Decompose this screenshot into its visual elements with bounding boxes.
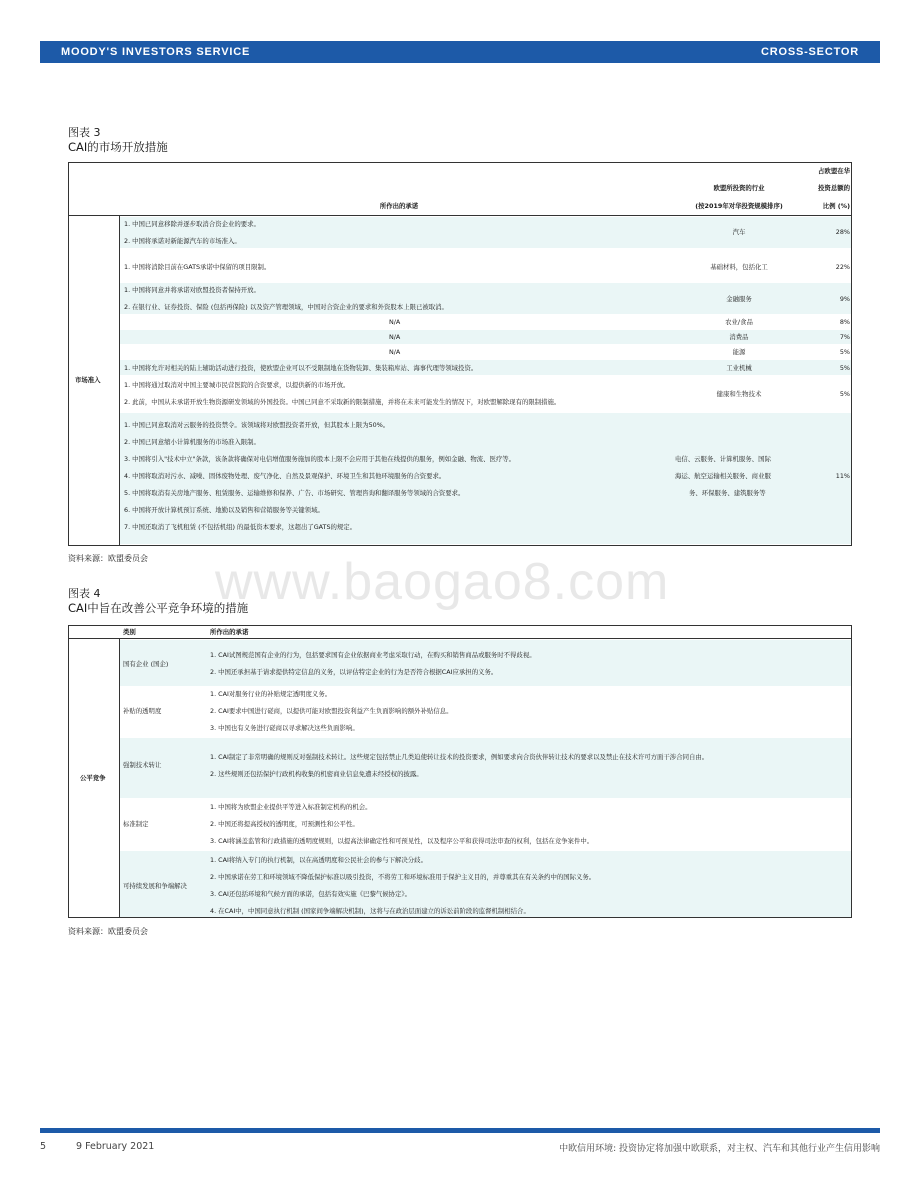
commitment-text: 2. 中国将承诺对新能源汽车的市场准入。 (124, 237, 241, 245)
share-cell: 28% (835, 228, 850, 236)
section-label: CROSS-SECTOR (760, 46, 859, 58)
commitment-text: 1. 中国已同意移除并逐步取消合资企业的要求。 (124, 220, 260, 228)
commitment-text: 1. CAI试图规范国有企业的行为，包括要求国有企业依据商业考虑采取行动，在购买和销售商品或服务时不得歧视。 (210, 651, 536, 659)
industry-cell: 健康和生物技术 (716, 390, 762, 398)
figure3-title: CAI的市场开放措施 (68, 140, 168, 154)
category-fair-competition: 公平竞争 (80, 774, 106, 782)
commitment-text: 2. 中国还承担基于请求提供特定信息的义务，以评估特定企业的行为是否符合根据CAI应承担的义务。 (210, 668, 498, 676)
figure3-label: 图表 3 (68, 126, 101, 139)
category-cell: 国有企业 (国企) (123, 660, 169, 668)
footer-date: 9 February 2021 (76, 1141, 155, 1152)
commitment-text: 2. 在银行业、证券投资、保险 (包括再保险) 以及资产管理领域，中国对合资企业的要求和外资股本上限已被取消。 (124, 303, 448, 311)
commitment-text: 5. 中国将取消有关房地产服务、租赁服务、运输维修和保养、广告、市场研究、管理咨询和翻译服务等领域的合资要求。 (124, 489, 465, 497)
commitment-text: 2. 中国还将提高授权的透明度，可预测性和公平性。 (210, 820, 359, 828)
share-cell: 5% (839, 364, 850, 372)
header-industry-1: 欧盟所投资的行业 (713, 184, 765, 192)
industry-cell: 基础材料，包括化工 (710, 263, 768, 271)
commitment-text: 6. 中国将开放计算机预订系统、地勤以及销售和营销服务等关键领域。 (124, 506, 324, 514)
industry-cell: 汽车 (732, 228, 746, 236)
commitment-text: 2. 此前，中国从未承诺开放生物资源研发领域的外国投资。中国已同意不采取新的限制措施，并将在未来可能发生的情况下，对欧盟解除现有的限制措施。 (124, 398, 561, 406)
figure4-table (68, 625, 852, 918)
industry-cell: 金融服务 (726, 295, 752, 303)
commitment-text: 1. CAI对服务行业的补贴规定透明度义务。 (210, 690, 332, 698)
commitment-text: N/A (389, 333, 401, 341)
commitment-text: 7. 中国还取消了飞机租赁 (不包括机组) 的最低资本要求，这超出了GATS的规定。 (124, 523, 357, 531)
figure4-title: CAI中旨在改善公平竞争环境的措施 (68, 601, 249, 615)
table-row (120, 640, 851, 686)
share-cell: 22% (835, 263, 850, 271)
table-row (120, 738, 851, 798)
share-cell: 8% (839, 318, 850, 326)
industry-cell: 农业/食品 (725, 318, 753, 326)
industry-cell: 务、环保服务、建筑服务等 (689, 489, 766, 497)
share-cell: 7% (839, 333, 850, 341)
commitment-text: 3. 中国也有义务进行磋商以寻求解决这些负面影响。 (210, 724, 359, 732)
commitment-text: N/A (389, 318, 401, 326)
industry-cell: 消费品 (729, 333, 749, 341)
category-cell: 可持续发展和争端解决 (123, 882, 187, 890)
category-market-access: 市场准入 (75, 376, 101, 384)
share-cell: 11% (835, 472, 850, 480)
header-industry-2: (按2019年对华投资规模排序) (695, 202, 783, 210)
commitment-text: N/A (389, 348, 401, 356)
industry-cell: 电信、云服务、计算机服务、国际 (675, 455, 771, 463)
figure3-table (68, 162, 852, 546)
category-cell: 标准制定 (123, 820, 149, 828)
industry-cell: 能源 (732, 348, 746, 356)
header-share-1: 占欧盟在华 (818, 167, 850, 175)
commitment-text: 1. 中国将消除目前在GATS承诺中保留的项目限制。 (124, 263, 271, 271)
share-cell: 5% (839, 390, 850, 398)
header-share-2: 投资总额的 (818, 184, 850, 192)
commitment-text: 3. CAI还包括环境和气候方面的承诺，包括有效实施《巴黎气候协定》。 (210, 890, 411, 898)
commitment-text: 4. 在CAI中，中国同意执行机制 (国家间争端解决机制)，这将与在政治层面建立的诉讼前阶段的监督机制相结合。 (210, 907, 530, 915)
watermark: www.baogao8.com (215, 553, 670, 611)
commitment-text: 3. CAI将涵盖监管和行政措施的透明度规则，以提高法律确定性和可预见性，以及程序公平和获得司法审查的权利，包括在竞争案件中。 (210, 837, 594, 845)
commitment-text: 2. 中国承诺在劳工和环境领域不降低保护标准以吸引投资，不将劳工和环境标准用于保护主义目的，并尊重其在有关条约中的国际义务。 (210, 873, 596, 881)
page-number: 5 (40, 1141, 47, 1152)
industry-cell: 工业机械 (726, 364, 752, 372)
commitment-text: 3. 中国将引入"技术中立"条款，该条款将确保对电信增值服务施加的股本上限不会应用于其他在线提供的服务，例如金融、物流、医疗等。 (124, 455, 516, 463)
commitment-text: 1. CAI制定了非常明确的规则反对强制技术转让。这些规定包括禁止几类迫使转让技术的投资要求，例如要求向合资伙伴转让技术的要求以及禁止在技术许可方面干涉合同自由。 (210, 753, 709, 761)
commitment-text: 1. 中国将同意并将承诺对欧盟投资者保持开放。 (124, 286, 260, 294)
figure4-label: 图表 4 (68, 587, 101, 600)
publisher-name: MOODY'S INVESTORS SERVICE (61, 46, 251, 58)
share-cell: 9% (839, 295, 850, 303)
header-category: 类别 (123, 628, 136, 636)
commitment-text: 2. 中国已同意缩小计算机服务的市场准入限制。 (124, 438, 260, 446)
industry-cell: 海运、航空运输相关服务、商业服 (675, 472, 771, 480)
share-cell: 5% (839, 348, 850, 356)
header-share-3: 比例 (%) (822, 202, 850, 210)
category-cell: 补贴的透明度 (123, 707, 162, 715)
commitment-text: 2. 这些规则还包括保护行政机构收集的机密商业信息免遭未经授权的披露。 (210, 770, 423, 778)
commitment-text: 1. 中国将通过取消对中国主要城市民营医院的合资要求，以提供新的市场开放。 (124, 381, 350, 389)
commitment-text: 1. 中国已同意取消对云服务的投资禁令。该领域将对欧盟投资者开放，但其股本上限为50%。 (124, 421, 390, 429)
figure3-source: 资料来源：欧盟委员会 (68, 554, 148, 563)
category-cell: 强制技术转让 (123, 761, 162, 769)
header-bar (40, 41, 880, 63)
footer-bar (40, 1128, 880, 1133)
header-commitments: 所作出的承诺 (210, 628, 249, 636)
header-commitments: 所作出的承诺 (379, 202, 419, 210)
commitment-text: 2. CAI要求中国进行磋商，以提供可能对欧盟投资利益产生负面影响的额外补贴信息。 (210, 707, 453, 715)
commitment-text: 1. 中国将为欧盟企业提供平等进入标准制定机构的机会。 (210, 803, 372, 811)
commitment-text: 1. CAI将纳入专门的执行机制，以在高透明度和公民社会的参与下解决分歧。 (210, 856, 427, 864)
commitment-text: 4. 中国将取消对污水、减噪、固体废物处理、废气净化、自然及景观保护、环境卫生和其他环境服务的合资要求。 (124, 472, 446, 480)
figure4-source: 资料来源：欧盟委员会 (68, 927, 148, 936)
footer-title: 中欧信用环境: 投资协定将加强中欧联系，对主权、汽车和其他行业产生信用影响 (559, 1144, 880, 1154)
commitment-text: 1. 中国将允许对相关的陆上辅助活动进行投资，使欧盟企业可以不受限制地在货物装卸、集装箱库站、海事代理等领域投资。 (124, 364, 478, 372)
